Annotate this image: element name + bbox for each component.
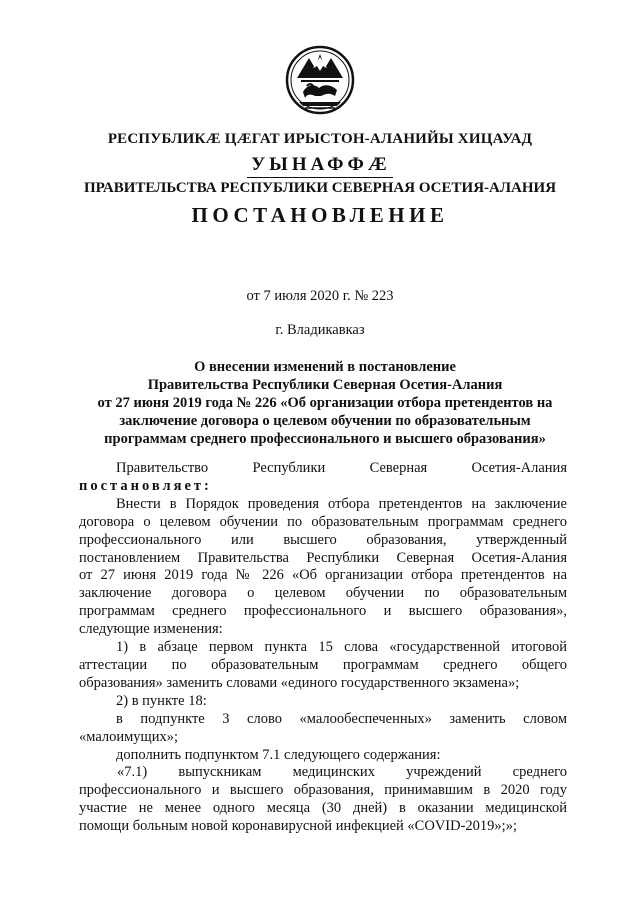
decree-subject (80, 358, 570, 448)
body-line: 2) в пункте 18: (116, 692, 207, 709)
decree-city: г. Владикавказ (275, 322, 365, 338)
subject-line: Правительства Республики Северная Осетия-Алания (147, 377, 503, 393)
header-decree-ossetian (0, 154, 640, 178)
body-line: заключение договора о целевом обучении по образовательным (79, 585, 567, 602)
header-decree-russian: ПОСТАНОВЛЕНИЕ (191, 203, 449, 227)
body-line: 1) в абзаце первом пункта 15 слова «государственной итоговой (116, 639, 567, 656)
header-republic-ossetian: РЕСПУБЛИКÆ ЦÆГАТ ИРЫСТОН-АЛАНИЙЫ ХИЦАУАД (107, 131, 533, 147)
decree-body (79, 460, 567, 836)
body-line: «7.1) выпускникам медицинских учреждений среднего (117, 764, 567, 781)
body-line: в подпункте 3 слово «малообеспеченных» заменить словом (116, 710, 567, 727)
body-line: дополнить подпунктом 7.1 следующего содержания: (116, 746, 441, 763)
resolves-word: постановляет: (79, 477, 212, 494)
decree-date-number: от 7 июля 2020 г. № 223 (246, 288, 394, 304)
body-line: постановлением Правительства Республики Северная Осетия-Алания (79, 549, 567, 566)
body-line: Внести в Порядок проведения отбора претендентов на заключение (116, 495, 567, 512)
body-line: участие не менее одного месяца (30 дней) в оказании медицинской (79, 800, 567, 817)
body-line: от 27 июня 2019 года № 226 «Об организации отбора претендентов на (79, 567, 567, 584)
body-line: договора о целевом обучении по образовательным программам среднего (79, 513, 567, 530)
body-line: помощи больным новой коронавирусной инфекцией «COVID-2019»;»; (79, 818, 517, 835)
header-decree-ossetian-text: УЫНАФФÆ (247, 154, 393, 178)
body-line: профессионального или высшего образования, утвержденный (79, 531, 567, 548)
body-line: «малоимущих»; (79, 728, 179, 745)
subject-line: О внесении изменений в постановление (194, 359, 456, 375)
body-line: аттестации по образовательным программам среднего общего (79, 656, 567, 673)
body-line: следующие изменения: (79, 621, 223, 638)
body-line: профессионального и высшего образования, принимавшим в 2020 году (79, 782, 567, 799)
body-line: образования» заменить словами «единого государственного экзамена»; (79, 674, 520, 691)
header-government-russian: ПРАВИТЕЛЬСТВА РЕСПУБЛИКИ СЕВЕРНАЯ ОСЕТИЯ-АЛАНИЯ (83, 180, 557, 196)
subject-line: программам среднего профессионального и высшего образования» (104, 431, 546, 447)
subject-line: от 27 июня 2019 года № 226 «Об организации отбора претендентов на (97, 395, 553, 411)
body-line: Правительство Республики Северная Осетия-Алания (116, 460, 567, 476)
body-line: программам среднего профессионального и высшего образования», (79, 603, 567, 620)
coat-of-arms-emblem (285, 44, 355, 118)
subject-line: заключение договора о целевом обучении по образовательным (119, 413, 531, 429)
